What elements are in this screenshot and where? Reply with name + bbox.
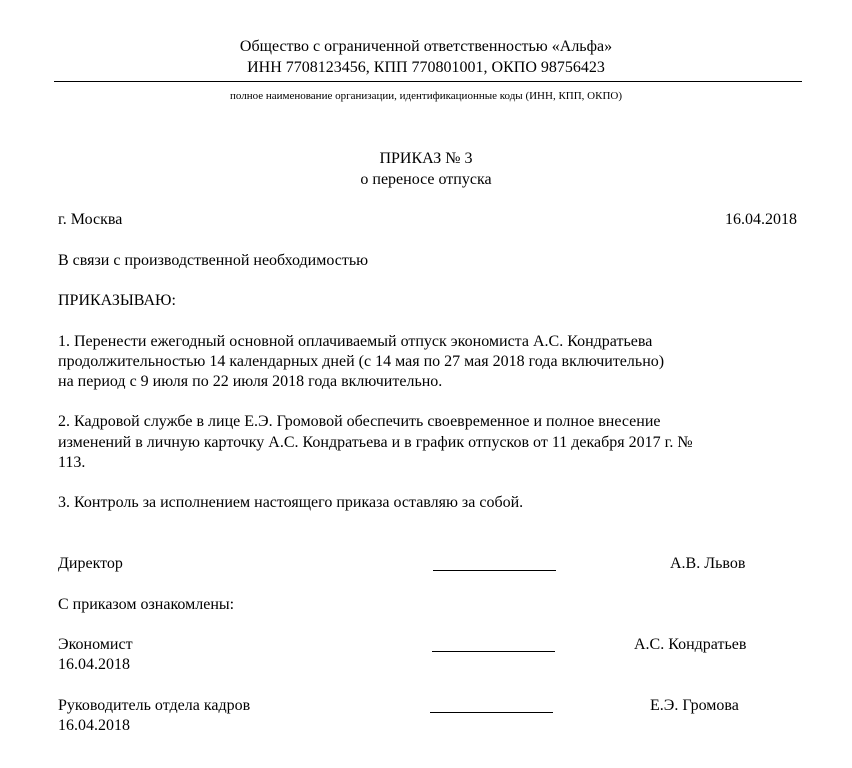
hr-head-name: Е.Э. Громова — [650, 697, 739, 714]
economist-name: А.С. Кондратьев — [634, 636, 747, 653]
hr-head-position: Руководитель отдела кадров — [58, 697, 251, 714]
director-position: Директор — [58, 555, 123, 572]
item2-line3: 113. — [58, 454, 86, 471]
item1-line3: на период с 9 июля по 22 июля 2018 года включительно. — [58, 373, 443, 390]
item1-line2: продолжительностью 14 календарных дней (с 14 мая по 27 мая 2018 года включительно) — [58, 353, 665, 370]
economist-date: 16.04.2018 — [58, 656, 130, 673]
order-title: ПРИКАЗ № 3 — [379, 150, 473, 167]
hr-head-date: 16.04.2018 — [58, 717, 130, 734]
acquainted-label: С приказом ознакомлены: — [58, 596, 235, 613]
organization-name: Общество с ограниченной ответственностью «Альфа» — [239, 38, 613, 55]
order-word: ПРИКАЗЫВАЮ: — [58, 292, 176, 309]
director-name: А.В. Львов — [670, 555, 746, 572]
hr-head-signature-line — [430, 712, 553, 713]
director-signature-line — [433, 570, 556, 571]
order-intro: В связи с производственной необходимостью — [58, 252, 369, 269]
economist-signature-line — [432, 651, 555, 652]
order-date: 16.04.2018 — [725, 211, 797, 228]
header-caption: полное наименование организации, идентификационные коды (ИНН, КПП, ОКПО) — [229, 90, 622, 102]
item2-line1: 2. Кадровой службе в лице Е.Э. Громовой обеспечить своевременное и полное внесение — [58, 413, 661, 430]
header-divider — [54, 81, 802, 82]
order-place: г. Москва — [58, 211, 123, 228]
organization-codes: ИНН 7708123456, КПП 770801001, ОКПО 98756423 — [247, 59, 605, 76]
order-subtitle: о переносе отпуска — [360, 171, 492, 188]
item2-line2: изменений в личную карточку А.С. Кондратьева и в график отпусков от 11 декабря 2017 г. № — [58, 434, 693, 451]
item1-line1: 1. Перенести ежегодный основной оплачиваемый отпуск экономиста А.С. Кондратьева — [58, 333, 653, 350]
item3-line1: 3. Контроль за исполнением настоящего приказа оставляю за собой. — [58, 494, 524, 511]
economist-position: Экономист — [58, 636, 133, 653]
